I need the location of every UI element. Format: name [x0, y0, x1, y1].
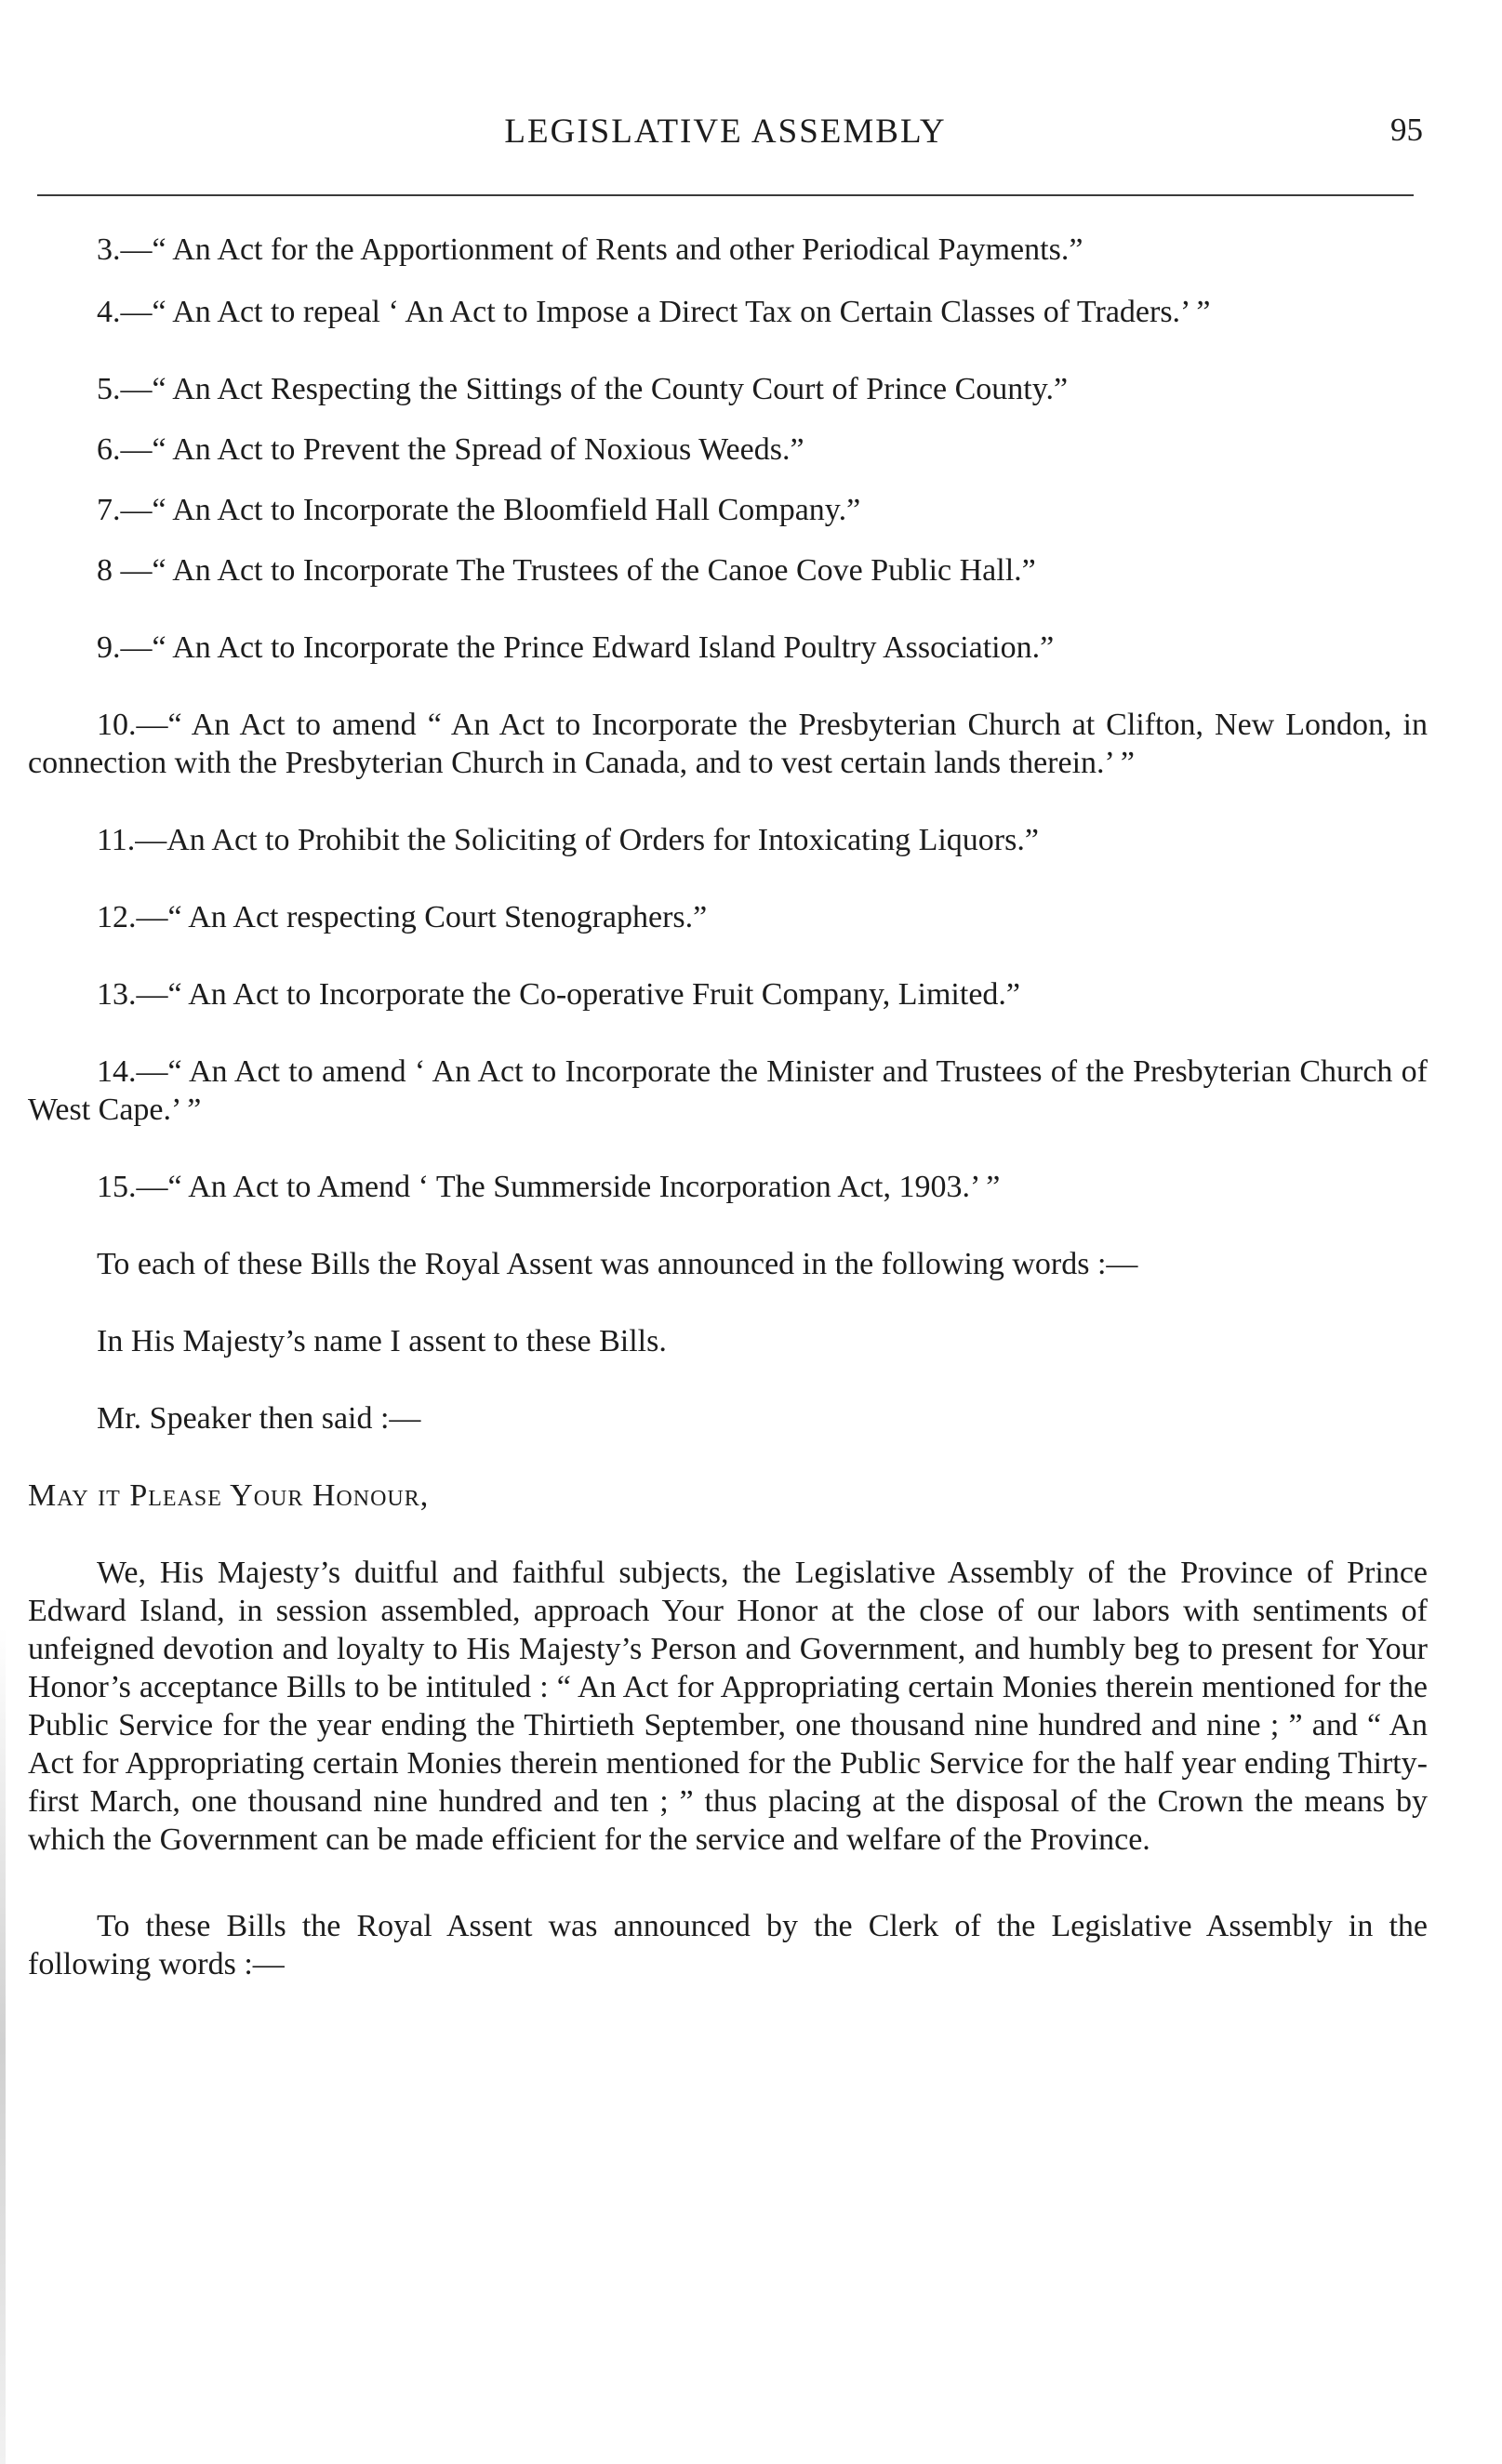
speaker-said: Mr. Speaker then said :— [97, 1401, 421, 1436]
assent-words: In His Majesty’s name I assent to these Bills. [97, 1324, 667, 1358]
closing-paragraph: To these Bills the Royal Assent was announced by the Clerk of the Legislative Assembly in the following words :— [28, 1909, 1428, 1981]
running-head [28, 112, 1423, 167]
running-title: LEGISLATIVE ASSEMBLY [504, 113, 947, 151]
page-number: 95 [1390, 112, 1423, 148]
act-item-11: 11.—An Act to Prohibit the Soliciting of Orders for Intoxicating Liquors.” [97, 823, 1039, 857]
act-item-15: 15.—“ An Act to Amend ‘ The Summerside Incorporation Act, 1903.’ ” [97, 1170, 1001, 1204]
act-item-9: 9.—“ An Act to Incorporate the Prince Edward Island Poultry Association.” [97, 630, 1055, 665]
page-body [28, 231, 1428, 2007]
address-paragraph: We, His Majesty’s duitful and faithful subjects, the Legislative Assembly of the Province of Prince Edward Island, in session assembled, approach Your Honor at the close of our labors with sentiments of unfeigned devotion and loyalty to His Majesty’s Person and Government, and humbly beg to present for Your Honor’s acceptance Bills to be intituled : “ An Act for Appropriating certain Monies therein mentioned for the Public Service for the year ending the Thirtieth September, one thousand nine hundred and nine ; ” and “ An Act for Appropriating certain Monies therein mentioned for the Public Service for the half year ending Thirty-first March, one thousand nine hundred and ten ; ” thus placing at the disposal of the Crown the means by which the Government can be made efficient for the service and welfare of the Province. [28, 1556, 1428, 1857]
page-edge-shadow [0, 1627, 6, 2464]
header-rule [37, 194, 1414, 196]
salutation: May it Please Your Honour, [28, 1478, 430, 1513]
act-item-4: 4.—“ An Act to repeal ‘ An Act to Impose a Direct Tax on Certain Classes of Traders.’ ” [97, 295, 1211, 329]
act-item-13: 13.—“ An Act to Incorporate the Co-operative Fruit Company, Limited.” [97, 977, 1021, 1012]
act-item-5: 5.—“ An Act Respecting the Sittings of the County Court of Prince County.” [97, 372, 1069, 406]
act-item-10: 10.—“ An Act to amend “ An Act to Incorporate the Presbyterian Church at Clifton, New London, in connection with the Presbyterian Church in Canada, and to vest certain lands therein.’ ” [28, 708, 1428, 780]
act-item-8: 8 —“ An Act to Incorporate The Trustees of the Canoe Cove Public Hall.” [97, 553, 1036, 588]
act-item-12: 12.—“ An Act respecting Court Stenographers.” [97, 900, 708, 934]
act-item-6: 6.—“ An Act to Prevent the Spread of Noxious Weeds.” [97, 432, 804, 467]
assent-intro: To each of these Bills the Royal Assent was announced in the following words :— [97, 1247, 1138, 1281]
act-item-14: 14.—“ An Act to amend ‘ An Act to Incorporate the Minister and Trustees of the Presbyterian Church of West Cape.’ ” [28, 1054, 1428, 1127]
act-item-7: 7.—“ An Act to Incorporate the Bloomfield Hall Company.” [97, 493, 861, 527]
act-item-3: 3.—“ An Act for the Apportionment of Rents and other Periodical Payments.” [97, 232, 1083, 267]
